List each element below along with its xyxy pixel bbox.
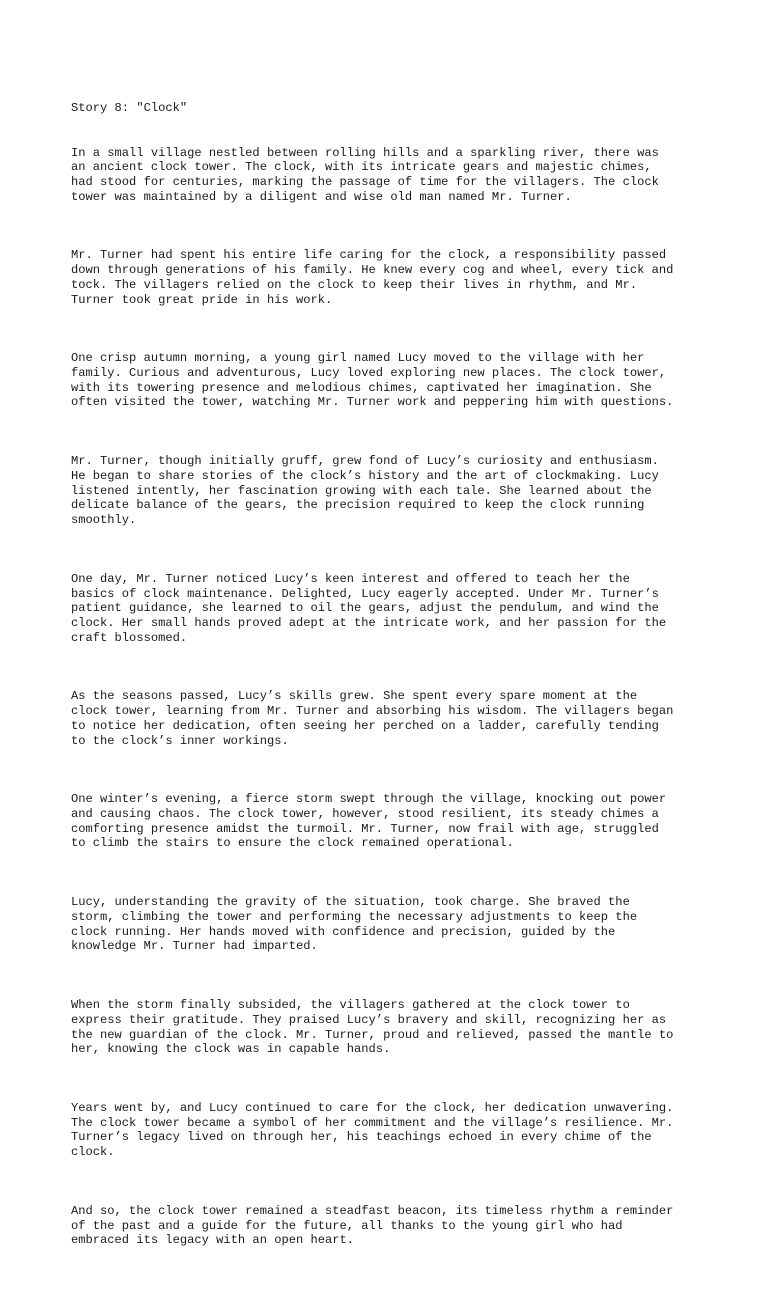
paragraph-1: In a small village nestled between rolling hills and a sparkling river, there was an ancient clock tower. The clock, with its intricate gears and majestic chimes, had stood for centuries, marking the passage of time for the villagers. The clock tower was maintained by a diligent and wise old man named Mr. Turner. (71, 145, 659, 204)
paragraph-10: Years went by, and Lucy continued to care for the clock, her dedication unwavering. The clock tower became a symbol of her commitment and the village’s resilience. Mr. Turner’s legacy lived on through her, his teachings echoed in every chime of the clock. (71, 1101, 674, 1160)
paragraph-9: When the storm finally subsided, the villagers gathered at the clock tower to express their gratitude. They praised Lucy’s bravery and skill, recognizing her as the new guardian of the clock. Mr. Turner, proud and relieved, passed the mantle to her, knowing the clock was in capable hands. (71, 998, 674, 1057)
paragraph-11: And so, the clock tower remained a steadfast beacon, its timeless rhythm a reminder of the past and a guide for the future, all thanks to the young girl who had embraced its legacy with an open heart. (71, 1203, 674, 1248)
paragraph-4: Mr. Turner, though initially gruff, grew fond of Lucy’s curiosity and enthusiasm. He began to share stories of the clock’s history and the art of clockmaking. Lucy listened intently, her fascination growing with each tale. She learned about the delicate balance of the gears, the precision required to keep the clock running smoothly. (71, 454, 659, 528)
paragraph-5: One day, Mr. Turner noticed Lucy’s keen interest and offered to teach her the basics of clock maintenance. Delighted, Lucy eagerly accepted. Under Mr. Turner’s patient guidance, she learned to oil the gears, adjust the pendulum, and wind the clock. Her small hands proved adept at the intricate work, and her passion for the craft blossomed. (71, 571, 667, 645)
story-text (71, 72, 711, 1292)
paragraph-2: Mr. Turner had spent his entire life caring for the clock, a responsibility passed down through generations of his family. He knew every cog and wheel, every tick and tock. The villagers relied on the clock to keep their lives in rhythm, and Mr. Turner took great pride in his work. (71, 248, 674, 307)
paragraph-6: As the seasons passed, Lucy’s skills grew. She spent every spare moment at the clock tower, learning from Mr. Turner and absorbing his wisdom. The villagers began to notice her dedication, often seeing her perched on a ladder, carefully tending to the clock’s inner workings. (71, 689, 674, 748)
paragraph-8: Lucy, understanding the gravity of the situation, took charge. She braved the storm, climbing the tower and performing the necessary adjustments to keep the clock running. Her hands moved with confidence and precision, guided by the knowledge Mr. Turner had imparted. (71, 895, 638, 954)
paragraph-7: One winter’s evening, a fierce storm swept through the village, knocking out power and causing chaos. The clock tower, however, stood resilient, its steady chimes a comforting presence amidst the turmoil. Mr. Turner, now frail with age, struggled to climb the stairs to ensure the clock remained operational. (71, 792, 667, 851)
paragraph-3: One crisp autumn morning, a young girl named Lucy moved to the village with her family. Curious and adventurous, Lucy loved exploring new places. The clock tower, with its towering presence and melodious chimes, captivated her imagination. She often visited the tower, watching Mr. Turner work and peppering him with questions. (71, 351, 674, 410)
story-title: Story 8: "Clock" (71, 101, 188, 116)
